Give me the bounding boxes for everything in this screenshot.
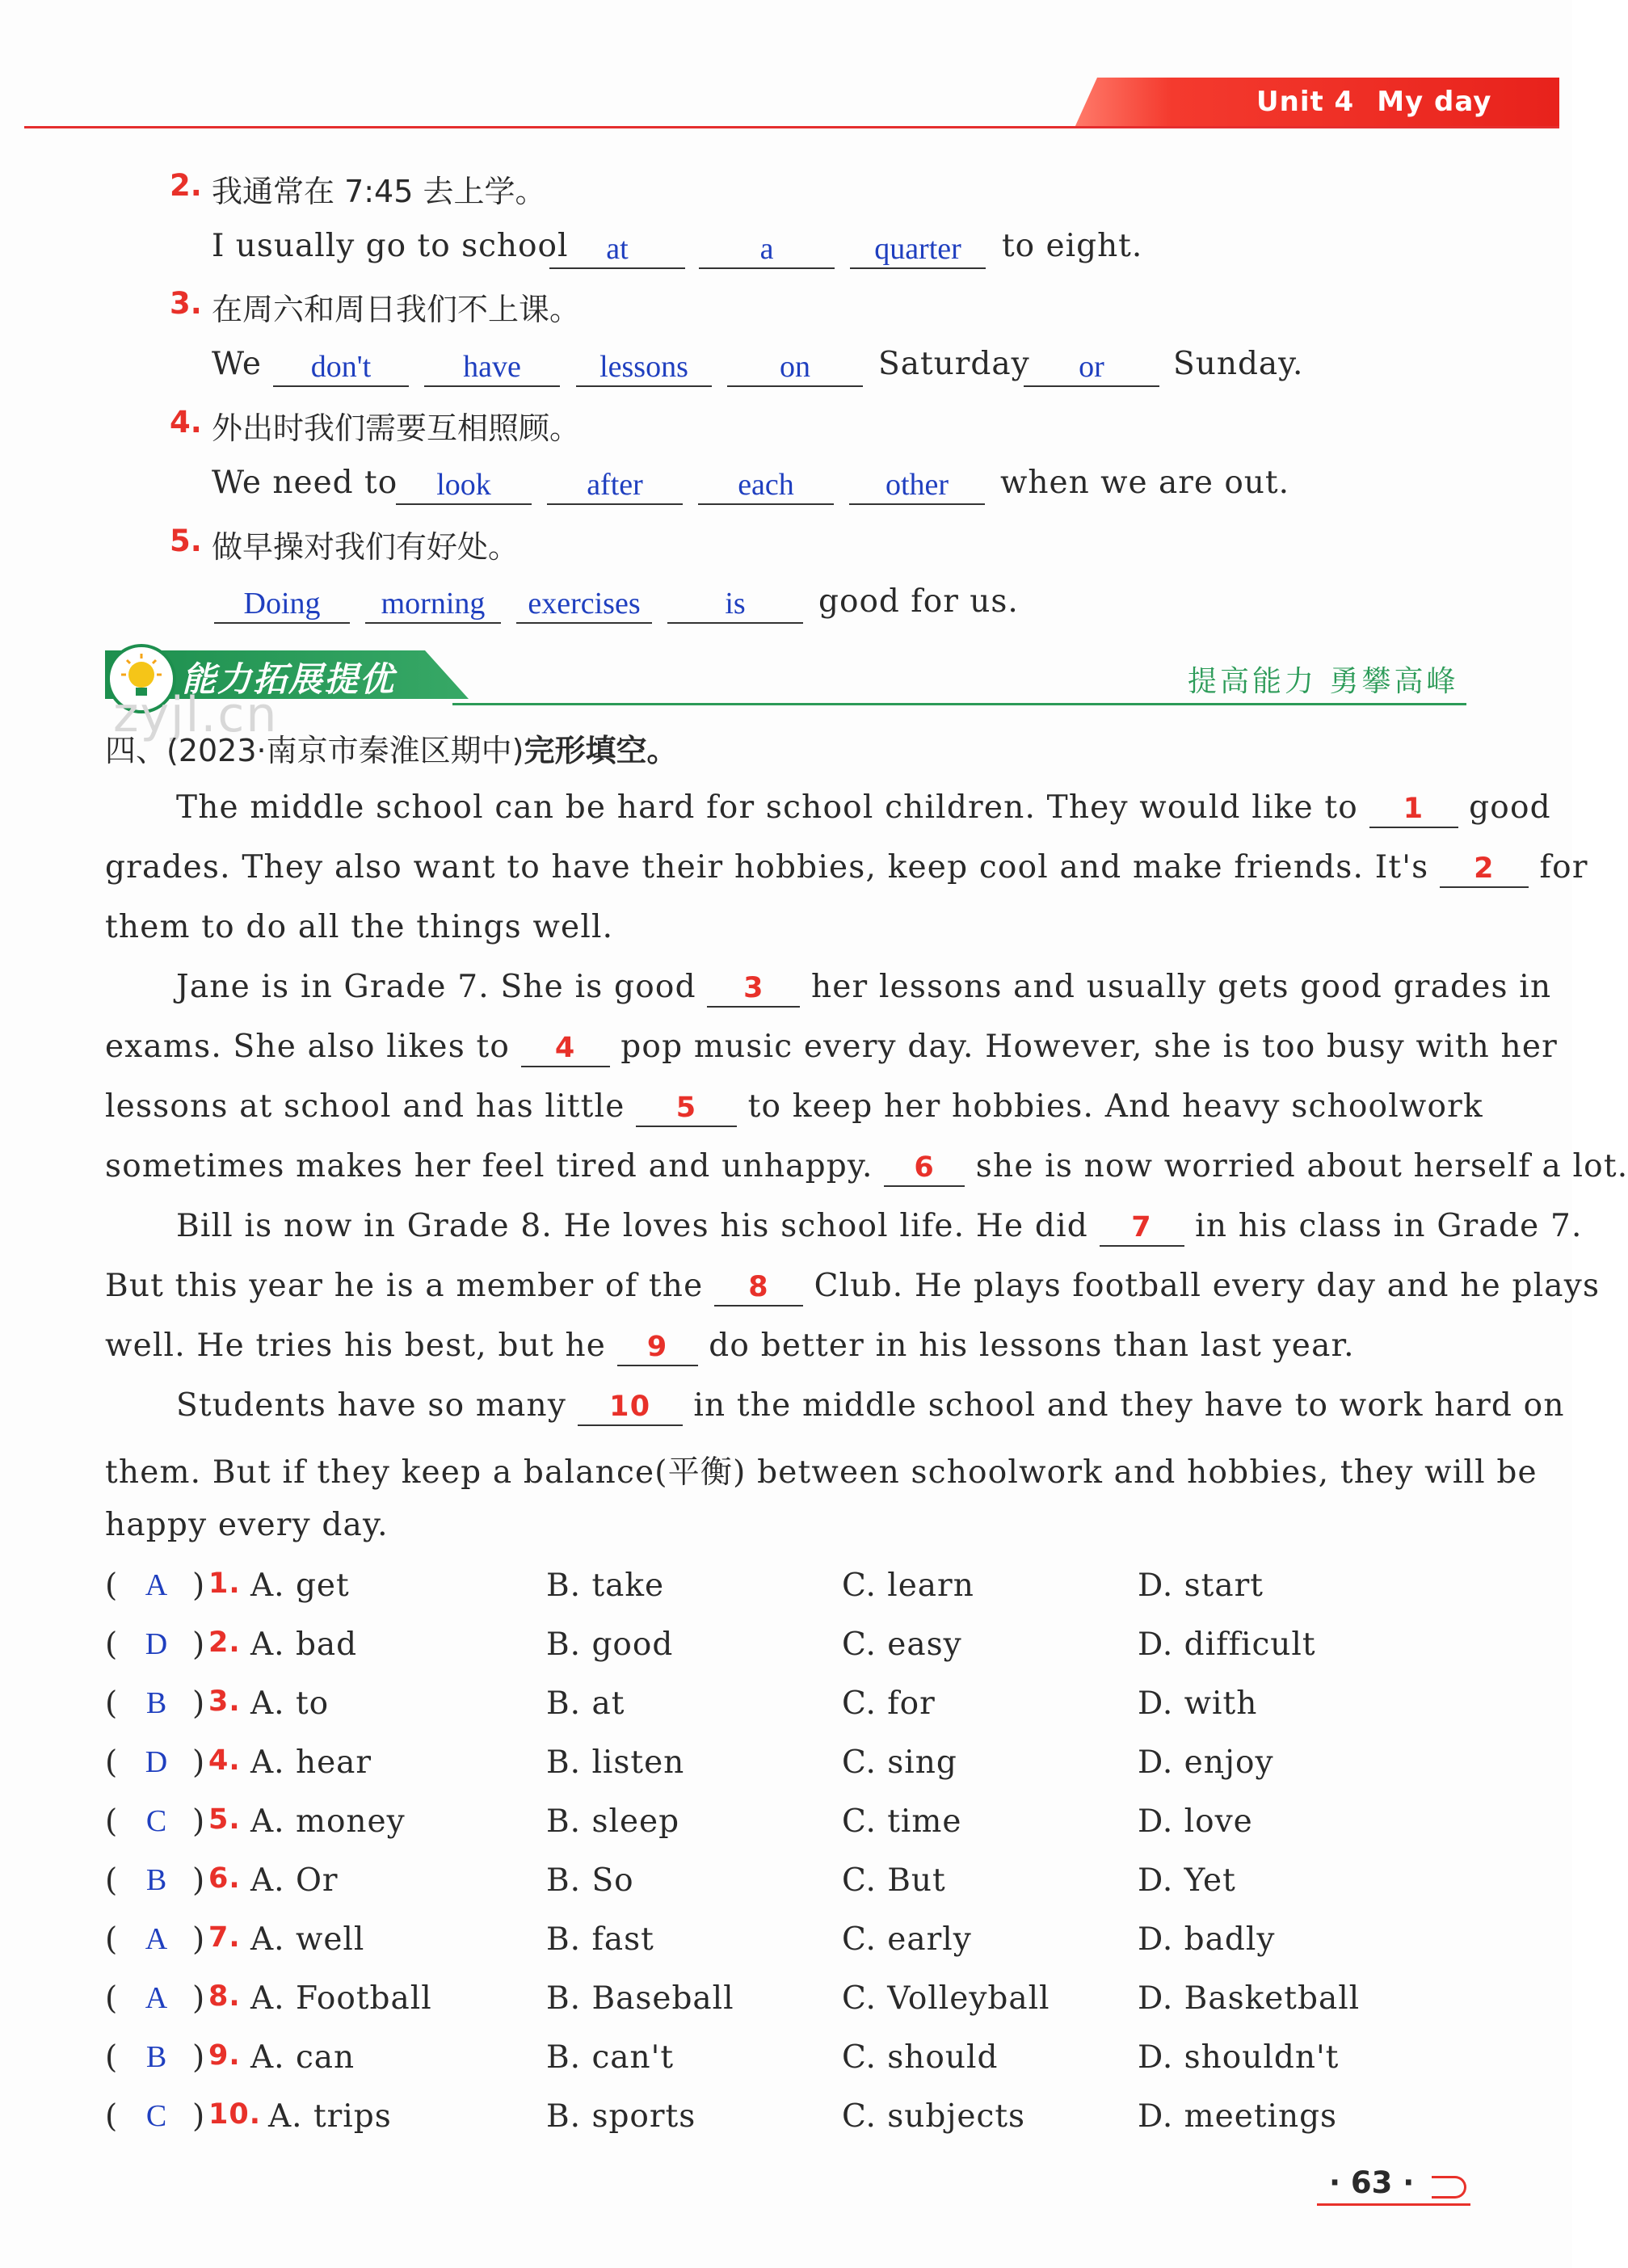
- option-d: D. shouldn't: [1138, 2039, 1340, 2076]
- option-b: B. sports: [546, 2098, 696, 2135]
- cloze-blank: 6: [884, 1150, 965, 1187]
- item-number: 3.: [170, 286, 202, 321]
- item-number: 2.: [170, 168, 202, 203]
- answer-letter: B: [145, 2040, 168, 2074]
- cloze-source: 四、(2023·南京市秦淮区期中): [105, 733, 524, 768]
- option-b: B. at: [546, 1685, 625, 1722]
- section-banner-title: 能力拓展提优: [182, 659, 396, 699]
- answer-blank: don't: [273, 348, 409, 387]
- english-sentence: We need to: [212, 465, 398, 501]
- cloze-blank: 10: [578, 1389, 683, 1426]
- answer-blank: quarter: [850, 230, 986, 269]
- passage-line: happy every day.: [105, 1507, 389, 1543]
- option-b: B. So: [546, 1862, 634, 1899]
- option-c: C. subjects: [842, 2098, 1026, 2135]
- answer-letter: C: [145, 2099, 168, 2133]
- english-sentence-end: good for us.: [818, 583, 1019, 620]
- answer-blank: look: [396, 466, 532, 505]
- option-d: D. start: [1138, 1567, 1264, 1604]
- question-number: 4.: [208, 1744, 241, 1777]
- answer-letter: B: [145, 1686, 168, 1720]
- passage-line: sometimes makes her feel tired and unhappy. 6 she is now worried about herself a lot.: [105, 1148, 1628, 1187]
- cloze-blank: 9: [617, 1329, 698, 1366]
- option-a: A. get: [250, 1567, 350, 1604]
- page-number-underline: [1317, 2203, 1470, 2206]
- option-a: A. Football: [250, 1980, 432, 2017]
- option-a: A. trips: [268, 2098, 392, 2135]
- cloze-task: 完形填空。: [524, 733, 678, 768]
- answer-blank: morning: [365, 585, 501, 624]
- option-b: B. fast: [546, 1921, 654, 1958]
- english-sentence: We: [212, 346, 262, 382]
- answer-blank: have: [424, 348, 560, 387]
- cloze-blank: 3: [707, 970, 800, 1008]
- question-number: 7.: [208, 1921, 241, 1954]
- question-number: 2.: [208, 1626, 241, 1659]
- option-b: B. good: [546, 1626, 674, 1663]
- option-b: B. take: [546, 1567, 665, 1604]
- option-c: C. easy: [842, 1626, 962, 1663]
- unit-title: My day: [1377, 86, 1492, 118]
- question-number: 10.: [208, 2098, 262, 2131]
- passage-line: them to do all the things well.: [105, 909, 614, 945]
- cloze-blank: 8: [714, 1269, 803, 1307]
- option-d: D. meetings: [1138, 2098, 1338, 2135]
- option-c: C. should: [842, 2039, 999, 2076]
- cloze-blank: 4: [521, 1030, 610, 1067]
- passage-line: lessons at school and has little 5 to keep her hobbies. And heavy schoolwork: [105, 1088, 1483, 1127]
- item-number: 5.: [170, 524, 202, 558]
- passage-line: But this year he is a member of the 8 Club. He plays football every day and he plays: [105, 1268, 1600, 1307]
- option-d: D. Yet: [1138, 1862, 1236, 1899]
- answer-letter: A: [145, 1922, 169, 1956]
- passage-line: The middle school can be hard for school children. They would like to 1 good: [176, 789, 1551, 828]
- answer-letter: D: [145, 1745, 169, 1779]
- option-d: D. enjoy: [1138, 1744, 1274, 1781]
- english-sentence: I usually go to school: [212, 228, 569, 264]
- page: Unit 4 My day 2. 我通常在 7:45 去上学。 I usually go to school at a quarter to eight. 3. 在周六和周日我们不上课。 We don't have lessons on Saturday or Sunday. 4. 外出时我们需要互相照顾。 We need to look after each other when we are out. 5. 做早操对我们有好处。 Doing morning exercises is good for us. 能力拓展提优 提高能力 勇攀高峰 zyjl.cn 四、(2023·南京市秦淮区期中)完形填空。 The middle school can be hard for school children. They would like to 1 good grades. They also want to have their hobbies, keep cool and make friends. It's 2 for them to do all the things well. Jane is in Grade 7. She is good 3 her lessons and usually gets good grades in exams. She also likes to 4 pop music every day. However, she is too busy with her lessons at school and has little 5 to keep her hobbies. And heavy schoolwork sometimes makes her feel tired and unhappy. 6 she is now worried about herself a lot. Bill is now in Grade 8. He loves his school life. He did 7 in his class in Grade 7. But this year he is a member of the 8 Club. He plays football every day and he plays well. He tries his best, but he 9 do better in his lessons than last year. Students have so many 10 in the middle school and they have to work hard on them. But if they keep a balance(平衡) between schoolwork and hobbies, they will be happy every day. ( A ) 1. A. get B. take C. learn D. start ( D ) 2. A. bad B. good C. easy D. difficult ( B ) 3. A. to B. at C. for D. with ( D ) 4. A. hear B. listen C. sing D. enjoy ( C ) 5. A. money B. sleep C. time D. love ( B ) 6. A. Or B. So C. But D. Yet ( A ) 7. A. well B. fast C. early D. badly ( A ) 8. A. Football B. Baseball C. Volleyball D. Basketball ( B ) 9. A. can B. can't C. should D. shouldn't ( C ) 10. A. trips B. sports C. subjects D. meetings · 63 ·: [0, 0, 1572, 2268]
- question-number: 3.: [208, 1685, 241, 1718]
- header-rule: [24, 126, 1559, 128]
- chinese-sentence: 外出时我们需要互相照顾。: [212, 410, 581, 446]
- passage-line: Bill is now in Grade 8. He loves his school life. He did 7 in his class in Grade 7.: [176, 1208, 1583, 1247]
- english-sentence-end: when we are out.: [1000, 465, 1289, 501]
- option-a: A. can: [250, 2039, 355, 2076]
- item-number: 4.: [170, 405, 202, 440]
- question-number: 9.: [208, 2039, 241, 2072]
- cloze-blank: 7: [1100, 1210, 1184, 1247]
- answer-blank: other: [849, 466, 985, 505]
- watermark: zyjl.cn: [113, 687, 279, 743]
- option-c: C. sing: [842, 1744, 957, 1781]
- option-b: B. listen: [546, 1744, 685, 1781]
- passage-line: exams. She also likes to 4 pop music every day. However, she is too busy with her: [105, 1029, 1558, 1067]
- answer-letter: D: [145, 1627, 169, 1661]
- option-b: B. Baseball: [546, 1980, 734, 2017]
- passage-line: them. But if they keep a balance(平衡) between schoolwork and hobbies, they will be: [105, 1454, 1538, 1491]
- answer-blank: exercises: [516, 585, 652, 624]
- question-number: 5.: [208, 1803, 241, 1836]
- answer-blank: after: [547, 466, 683, 505]
- question-number: 1.: [208, 1567, 241, 1600]
- option-d: D. love: [1138, 1803, 1253, 1840]
- answer-blank: at: [549, 230, 685, 269]
- passage-line: grades. They also want to have their hobbies, keep cool and make friends. It's 2 for: [105, 849, 1588, 888]
- section-slogan: 提高能力 勇攀高峰: [1188, 665, 1459, 698]
- option-b: B. can't: [546, 2039, 675, 2076]
- question-number: 6.: [208, 1862, 241, 1895]
- option-a: A. hear: [250, 1744, 372, 1781]
- cloze-blank: 5: [636, 1090, 737, 1127]
- answer-blank: or: [1024, 348, 1159, 387]
- answer-blank: lessons: [576, 348, 712, 387]
- unit-number: Unit 4: [1256, 86, 1355, 118]
- option-c: C. learn: [842, 1567, 974, 1604]
- english-sentence-end: Sunday.: [1173, 346, 1304, 382]
- option-c: C. early: [842, 1921, 972, 1958]
- option-d: D. Basketball: [1138, 1980, 1361, 2017]
- option-d: D. difficult: [1138, 1626, 1316, 1663]
- option-d: D. with: [1138, 1685, 1258, 1722]
- option-c: C. But: [842, 1862, 946, 1899]
- answer-blank: a: [699, 230, 835, 269]
- answer-blank: each: [698, 466, 834, 505]
- chinese-sentence: 在周六和周日我们不上课。: [212, 292, 581, 327]
- answer-letter: C: [145, 1804, 168, 1838]
- option-d: D. badly: [1138, 1921, 1276, 1958]
- english-sentence-end: to eight.: [1002, 228, 1143, 264]
- answer-letter: B: [145, 1863, 168, 1897]
- english-sentence-mid: Saturday: [878, 346, 1030, 382]
- answer-letter: A: [145, 1981, 169, 2015]
- option-a: A. bad: [250, 1626, 358, 1663]
- chinese-sentence: 我通常在 7:45 去上学。: [212, 174, 546, 209]
- option-b: B. sleep: [546, 1803, 680, 1840]
- option-a: A. Or: [250, 1862, 339, 1899]
- cloze-title: [105, 726, 677, 770]
- option-a: A. well: [250, 1921, 365, 1958]
- answer-letter: A: [145, 1568, 169, 1602]
- option-c: C. for: [842, 1685, 936, 1722]
- answer-blank: on: [727, 348, 863, 387]
- question-number: 8.: [208, 1980, 241, 2013]
- answer-blank: is: [667, 585, 803, 624]
- cloze-blank: 1: [1369, 791, 1458, 828]
- option-a: A. to: [250, 1685, 330, 1722]
- cloze-blank: 2: [1440, 851, 1529, 888]
- page-arrow-icon: [1432, 2176, 1466, 2199]
- option-c: C. time: [842, 1803, 962, 1840]
- answer-blank: Doing: [214, 585, 350, 624]
- option-a: A. money: [250, 1803, 406, 1840]
- unit-label: [1256, 86, 1514, 118]
- passage-line: Jane is in Grade 7. She is good 3 her lessons and usually gets good grades in: [176, 969, 1551, 1008]
- passage-line: well. He tries his best, but he 9 do better in his lessons than last year.: [105, 1328, 1355, 1366]
- chinese-sentence: 做早操对我们有好处。: [212, 529, 520, 565]
- passage-line: Students have so many 10 in the middle school and they have to work hard on: [176, 1387, 1565, 1426]
- banner-rule: [452, 703, 1466, 705]
- option-c: C. Volleyball: [842, 1980, 1050, 2017]
- page-number: · 63 ·: [1329, 2165, 1415, 2200]
